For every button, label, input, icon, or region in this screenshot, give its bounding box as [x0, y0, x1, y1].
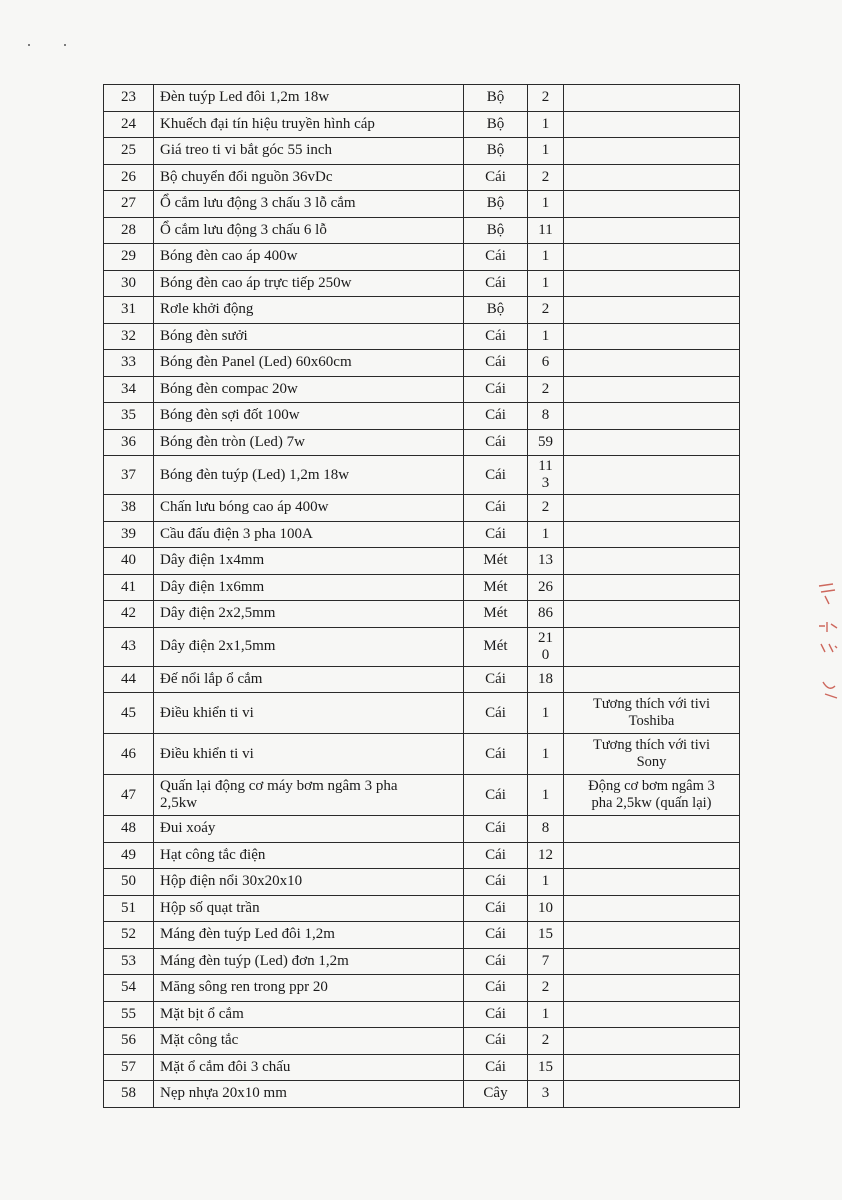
item-quantity: 1: [528, 734, 564, 775]
row-number: 51: [104, 895, 154, 922]
item-note: [564, 1001, 740, 1028]
item-note: [564, 323, 740, 350]
row-number: 49: [104, 842, 154, 869]
row-number: 36: [104, 429, 154, 456]
item-quantity: 8: [528, 816, 564, 843]
item-name: Bóng đèn sưởi: [154, 323, 464, 350]
stamp-edge-icon: [815, 582, 841, 712]
row-number: 56: [104, 1028, 154, 1055]
item-name: Điều khiển ti vi: [154, 734, 464, 775]
item-name: Dây điện 1x6mm: [154, 574, 464, 601]
row-number: 47: [104, 775, 154, 816]
item-note: [564, 191, 740, 218]
table-row: [104, 1001, 740, 1028]
item-note: [564, 948, 740, 975]
item-quantity: 2: [528, 164, 564, 191]
item-note: [564, 376, 740, 403]
item-quantity: 86: [528, 601, 564, 628]
table-row: [104, 1028, 740, 1055]
item-quantity: 1: [528, 323, 564, 350]
table-row: [104, 693, 740, 734]
item-unit: Cái: [464, 816, 528, 843]
table-row: [104, 403, 740, 430]
row-number: 38: [104, 495, 154, 522]
table-row: [104, 1081, 740, 1108]
item-quantity: 26: [528, 574, 564, 601]
item-name: Bóng đèn compac 20w: [154, 376, 464, 403]
item-quantity: 1: [528, 244, 564, 271]
item-unit: Cái: [464, 1028, 528, 1055]
table-row: [104, 429, 740, 456]
item-note: [564, 111, 740, 138]
row-number: 24: [104, 111, 154, 138]
item-note: [564, 895, 740, 922]
row-number: 52: [104, 922, 154, 949]
table-row: [104, 816, 740, 843]
item-name: Bộ chuyển đổi nguồn 36vDc: [154, 164, 464, 191]
item-unit: Mét: [464, 601, 528, 628]
item-name: Rơle khởi động: [154, 297, 464, 324]
inventory-table-body: [104, 85, 740, 1108]
item-unit: Cái: [464, 1054, 528, 1081]
table-row: [104, 869, 740, 896]
table-row: [104, 574, 740, 601]
item-note: [564, 270, 740, 297]
item-unit: Cái: [464, 456, 528, 495]
row-number: 45: [104, 693, 154, 734]
item-quantity: 1: [528, 111, 564, 138]
inventory-table: [103, 84, 740, 1108]
item-note: [564, 627, 740, 666]
row-number: 50: [104, 869, 154, 896]
item-note: [564, 429, 740, 456]
item-quantity: 1: [528, 270, 564, 297]
table-row: [104, 495, 740, 522]
row-number: 34: [104, 376, 154, 403]
item-quantity: 3: [528, 1081, 564, 1108]
row-number: 33: [104, 350, 154, 377]
row-number: 43: [104, 627, 154, 666]
item-name: Giá treo ti vi bắt góc 55 inch: [154, 138, 464, 165]
item-unit: Mét: [464, 627, 528, 666]
table-row: [104, 975, 740, 1002]
item-unit: Cái: [464, 1001, 528, 1028]
item-note: [564, 601, 740, 628]
table-row: [104, 1054, 740, 1081]
table-row: [104, 85, 740, 112]
item-note: [564, 297, 740, 324]
table-row: [104, 138, 740, 165]
row-number: 32: [104, 323, 154, 350]
item-note: [564, 975, 740, 1002]
item-unit: Bộ: [464, 217, 528, 244]
scan-speck: [28, 44, 30, 46]
item-unit: Cái: [464, 270, 528, 297]
item-name: Hộp số quạt trần: [154, 895, 464, 922]
item-unit: Cái: [464, 350, 528, 377]
item-name: Quấn lại động cơ máy bơm ngâm 3 pha 2,5kw: [154, 775, 464, 816]
item-quantity: 10: [528, 895, 564, 922]
table-row: [104, 244, 740, 271]
row-number: 55: [104, 1001, 154, 1028]
item-unit: Cái: [464, 895, 528, 922]
item-name: Đế nổi lắp ổ cắm: [154, 666, 464, 693]
item-note: [564, 350, 740, 377]
item-quantity: 13: [528, 548, 564, 575]
row-number: 27: [104, 191, 154, 218]
row-number: 35: [104, 403, 154, 430]
item-note: [564, 816, 740, 843]
row-number: 57: [104, 1054, 154, 1081]
table-row: [104, 627, 740, 666]
item-name: Bóng đèn Panel (Led) 60x60cm: [154, 350, 464, 377]
item-note: [564, 666, 740, 693]
row-number: 42: [104, 601, 154, 628]
row-number: 29: [104, 244, 154, 271]
item-unit: Cái: [464, 842, 528, 869]
item-quantity: 1: [528, 191, 564, 218]
row-number: 48: [104, 816, 154, 843]
item-unit: Bộ: [464, 191, 528, 218]
row-number: 40: [104, 548, 154, 575]
row-number: 28: [104, 217, 154, 244]
item-name: Đui xoáy: [154, 816, 464, 843]
item-name: Đèn tuýp Led đôi 1,2m 18w: [154, 85, 464, 112]
item-unit: Cái: [464, 775, 528, 816]
item-unit: Cái: [464, 164, 528, 191]
item-name: Bóng đèn sợi đốt 100w: [154, 403, 464, 430]
item-note: [564, 869, 740, 896]
row-number: 37: [104, 456, 154, 495]
item-quantity: 11 3: [528, 456, 564, 495]
item-quantity: 18: [528, 666, 564, 693]
item-quantity: 8: [528, 403, 564, 430]
item-note: Tương thích với tivi Toshiba: [564, 693, 740, 734]
item-name: Dây điện 1x4mm: [154, 548, 464, 575]
item-note: [564, 521, 740, 548]
row-number: 26: [104, 164, 154, 191]
item-note: Động cơ bơm ngâm 3 pha 2,5kw (quấn lại): [564, 775, 740, 816]
table-row: [104, 270, 740, 297]
row-number: 23: [104, 85, 154, 112]
table-row: [104, 376, 740, 403]
item-note: [564, 495, 740, 522]
item-note: [564, 1081, 740, 1108]
table-row: [104, 666, 740, 693]
item-unit: Cái: [464, 922, 528, 949]
table-row: [104, 521, 740, 548]
item-unit: Cái: [464, 734, 528, 775]
table-row: [104, 111, 740, 138]
item-quantity: 12: [528, 842, 564, 869]
item-unit: Cái: [464, 323, 528, 350]
item-unit: Mét: [464, 574, 528, 601]
item-quantity: 1: [528, 521, 564, 548]
item-name: Máng đèn tuýp Led đôi 1,2m: [154, 922, 464, 949]
table-row: [104, 948, 740, 975]
item-quantity: 1: [528, 869, 564, 896]
item-quantity: 11: [528, 217, 564, 244]
row-number: 46: [104, 734, 154, 775]
item-name: Dây điện 2x2,5mm: [154, 601, 464, 628]
item-unit: Bộ: [464, 111, 528, 138]
table-row: [104, 842, 740, 869]
item-quantity: 7: [528, 948, 564, 975]
item-name: Mặt ổ cắm đôi 3 chấu: [154, 1054, 464, 1081]
item-name: Hạt công tắc điện: [154, 842, 464, 869]
item-name: Nẹp nhựa 20x10 mm: [154, 1081, 464, 1108]
item-note: [564, 1028, 740, 1055]
row-number: 44: [104, 666, 154, 693]
item-unit: Bộ: [464, 297, 528, 324]
row-number: 39: [104, 521, 154, 548]
row-number: 53: [104, 948, 154, 975]
item-name: Máng đèn tuýp (Led) đơn 1,2m: [154, 948, 464, 975]
item-quantity: 2: [528, 495, 564, 522]
item-unit: Cái: [464, 403, 528, 430]
item-quantity: 2: [528, 85, 564, 112]
item-name: Khuếch đại tín hiệu truyền hình cáp: [154, 111, 464, 138]
table-row: [104, 164, 740, 191]
item-name: Chấn lưu bóng cao áp 400w: [154, 495, 464, 522]
table-row: [104, 350, 740, 377]
item-quantity: 1: [528, 1001, 564, 1028]
item-note: [564, 1054, 740, 1081]
item-note: [564, 164, 740, 191]
item-unit: Mét: [464, 548, 528, 575]
item-name: Ổ cắm lưu động 3 chấu 6 lỗ: [154, 217, 464, 244]
row-number: 58: [104, 1081, 154, 1108]
table-row: [104, 601, 740, 628]
scan-speck: [64, 44, 66, 46]
item-quantity: 1: [528, 138, 564, 165]
red-stamp-fragment: [815, 582, 841, 715]
item-note: [564, 574, 740, 601]
item-quantity: 2: [528, 1028, 564, 1055]
table-row: [104, 775, 740, 816]
item-quantity: 1: [528, 775, 564, 816]
item-unit: Cái: [464, 495, 528, 522]
row-number: 31: [104, 297, 154, 324]
item-quantity: 59: [528, 429, 564, 456]
item-note: [564, 922, 740, 949]
item-name: Hộp điện nổi 30x20x10: [154, 869, 464, 896]
table-row: [104, 217, 740, 244]
item-quantity: 1: [528, 693, 564, 734]
item-name: Ổ cắm lưu động 3 chấu 3 lỗ cắm: [154, 191, 464, 218]
item-name: Điều khiển ti vi: [154, 693, 464, 734]
item-name: Bóng đèn tuýp (Led) 1,2m 18w: [154, 456, 464, 495]
item-name: Bóng đèn cao áp 400w: [154, 244, 464, 271]
row-number: 25: [104, 138, 154, 165]
table-row: [104, 895, 740, 922]
item-unit: Cái: [464, 948, 528, 975]
table-row: [104, 323, 740, 350]
row-number: 54: [104, 975, 154, 1002]
row-number: 30: [104, 270, 154, 297]
item-unit: Bộ: [464, 138, 528, 165]
row-number: 41: [104, 574, 154, 601]
item-unit: Cái: [464, 429, 528, 456]
item-unit: Bộ: [464, 85, 528, 112]
item-quantity: 2: [528, 376, 564, 403]
item-name: Măng sông ren trong ppr 20: [154, 975, 464, 1002]
item-name: Mặt bịt ổ cắm: [154, 1001, 464, 1028]
item-name: Cầu đấu điện 3 pha 100A: [154, 521, 464, 548]
item-name: Bóng đèn tròn (Led) 7w: [154, 429, 464, 456]
item-note: [564, 456, 740, 495]
item-note: [564, 85, 740, 112]
item-note: [564, 403, 740, 430]
item-quantity: 21 0: [528, 627, 564, 666]
table-row: [104, 922, 740, 949]
item-note: [564, 548, 740, 575]
item-unit: Cây: [464, 1081, 528, 1108]
item-unit: Cái: [464, 693, 528, 734]
item-quantity: 2: [528, 975, 564, 1002]
item-note: [564, 217, 740, 244]
item-note: Tương thích với tivi Sony: [564, 734, 740, 775]
item-quantity: 15: [528, 1054, 564, 1081]
item-quantity: 2: [528, 297, 564, 324]
item-quantity: 6: [528, 350, 564, 377]
item-name: Dây điện 2x1,5mm: [154, 627, 464, 666]
table-row: [104, 456, 740, 495]
item-unit: Cái: [464, 244, 528, 271]
table-row: [104, 191, 740, 218]
item-quantity: 15: [528, 922, 564, 949]
table-row: [104, 734, 740, 775]
inventory-table-container: [103, 84, 739, 1108]
item-unit: Cái: [464, 869, 528, 896]
table-row: [104, 297, 740, 324]
item-name: Mặt công tắc: [154, 1028, 464, 1055]
item-unit: Cái: [464, 376, 528, 403]
item-unit: Cái: [464, 521, 528, 548]
table-row: [104, 548, 740, 575]
item-name: Bóng đèn cao áp trực tiếp 250w: [154, 270, 464, 297]
item-unit: Cái: [464, 666, 528, 693]
item-unit: Cái: [464, 975, 528, 1002]
item-note: [564, 842, 740, 869]
item-note: [564, 244, 740, 271]
item-note: [564, 138, 740, 165]
